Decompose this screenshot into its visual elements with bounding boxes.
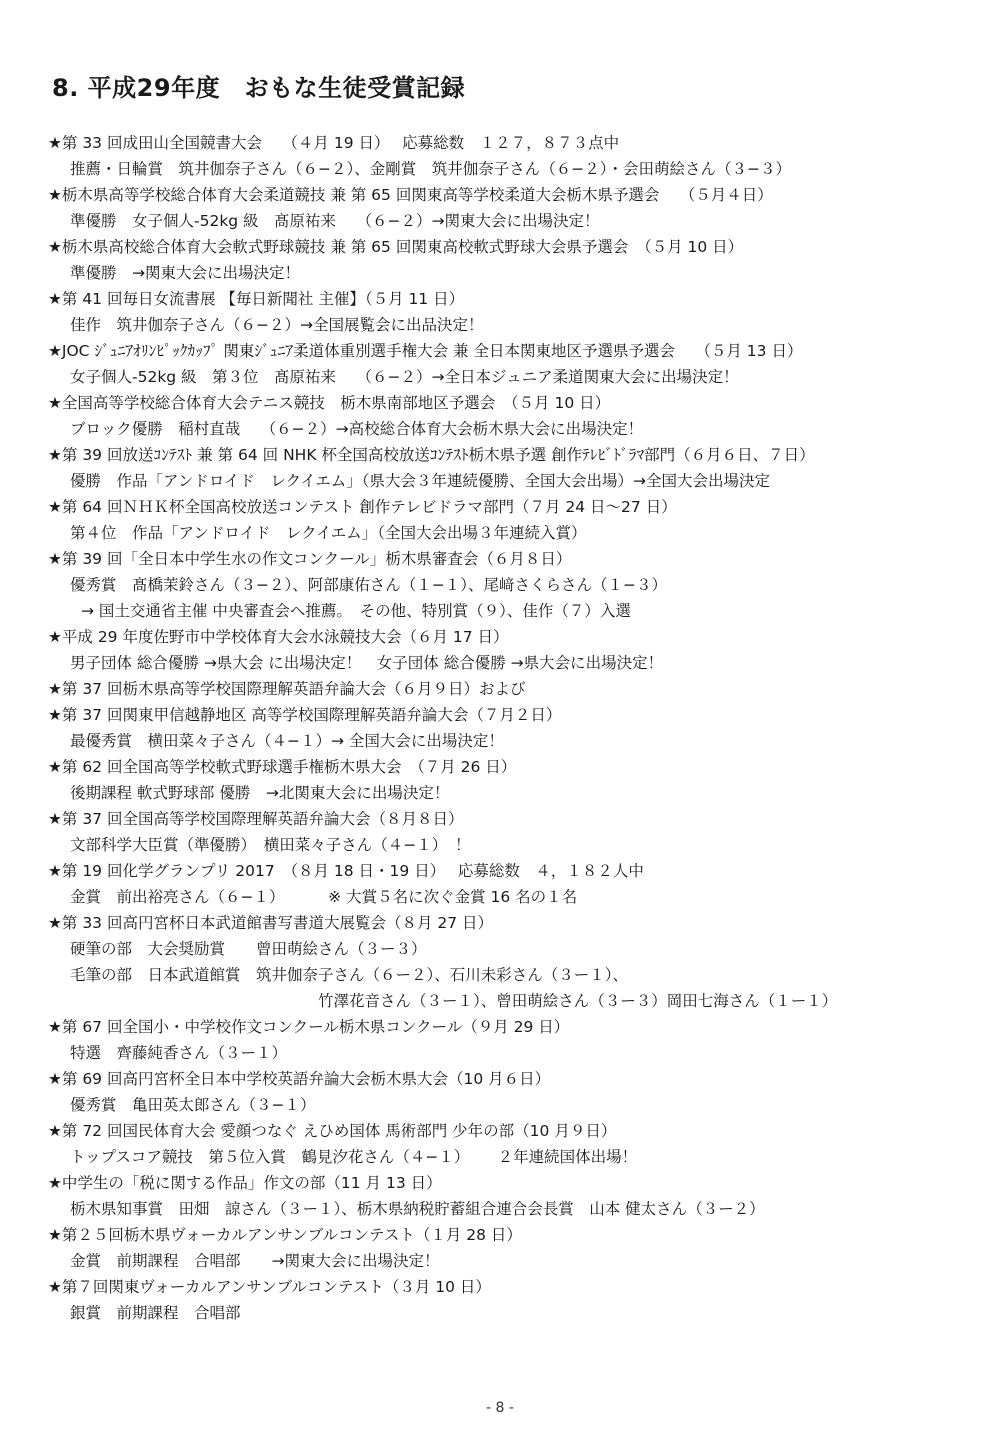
award-result-line: 第４位 作品「アンドロイド レクイエム」（全国大会出場３年連続入賞） — [70, 524, 587, 542]
award-result-line: 男子団体 総合優勝 →県大会 に出場決定！ 女子団体 総合優勝 →県大会に出場決定！ — [70, 654, 664, 672]
award-result-line: 銀賞 前期課程 合唱部 — [70, 1304, 241, 1322]
award-result-line: 金賞 前期課程 合唱部 →関東大会に出場決定！ — [70, 1252, 440, 1270]
award-event-heading: ★第 37 回栃木県高等学校国際理解英語弁論大会（６月９日）および — [48, 680, 526, 698]
award-event-heading: ★第２５回栃木県ヴォーカルアンサンブルコンテスト（１月 28 日） — [48, 1226, 522, 1244]
award-result-line: 竹澤花音さん（３ー１）、曾田萌絵さん（３ー３）岡田七海さん（１ー１） — [318, 992, 838, 1010]
award-event-heading: ★栃木県高校総合体育大会軟式野球競技 兼 第 65 回関東高校軟式野球大会県予選会 （５月 10 日） — [48, 238, 744, 256]
award-result-line: 文部科学大臣賞（準優勝） 横田菜々子さん（４−１） ！ — [70, 836, 471, 854]
award-result-line: ブロック優勝 稲村直哉 （６−２）→高校総合体育大会栃木県大会に出場決定！ — [70, 420, 644, 438]
award-result-line: 特選 齊藤純香さん（３ー１） — [70, 1044, 288, 1062]
award-event-heading: ★第 33 回高円宮杯日本武道館書写書道大展覧会（８月 27 日） — [48, 914, 494, 932]
award-result-line: 後期課程 軟式野球部 優勝 →北関東大会に出場決定！ — [70, 784, 450, 802]
award-event-heading: ★中学生の「税に関する作品」作文の部（11 月 13 日） — [48, 1174, 442, 1192]
award-result-line: 優秀賞 髙橋茉鈴さん（３−２）、阿部康佑さん（１−１）、尾﨑さくらさん（１−３） — [70, 576, 667, 594]
page-number: - 8 - — [486, 1400, 514, 1416]
award-event-heading: ★第 37 回関東甲信越静地区 高等学校国際理解英語弁論大会（７月２日） — [48, 706, 562, 724]
award-result-line: 優勝 作品「アンドロイド レクイエム」（県大会３年連続優勝、全国大会出場）→全国大会出場決定 — [70, 472, 770, 490]
award-event-heading: ★第 64 回ＮＨＫ杯全国高校放送コンテスト 創作テレビドラマ部門（７月 24 日〜27 日） — [48, 498, 677, 516]
award-event-heading: ★JOC ｼﾞｭﾆｱｵﾘﾝﾋﾟｯｸｶｯﾌﾟ 関東ｼﾞｭﾆｱ柔道体重別選手権大会 兼 全日本関東地区予選県予選会 （５月 13 日） — [48, 342, 803, 360]
award-result-line: 準優勝 →関東大会に出場決定！ — [70, 264, 300, 282]
award-result-line: 栃木県知事賞 田畑 諒さん（３ー１）、栃木県納税貯蓄組合連合会長賞 山本 健太さん（３ー２） — [70, 1200, 765, 1218]
award-result-line: 金賞 前出裕亮さん（６−１） ※ 大賞５名に次ぐ金賞 16 名の１名 — [70, 888, 578, 906]
award-result-line: 女子個人-52kg 級 第３位 髙原祐来 （６−２）→全日本ジュニア柔道関東大会に出場決定！ — [70, 368, 739, 386]
award-result-line: 佳作 筑井伽奈子さん（６−２）→全国展覧会に出品決定！ — [70, 316, 484, 334]
page-title: 8. 平成29年度 おもな生徒受賞記録 — [52, 74, 466, 102]
award-records-list — [48, 130, 948, 1326]
award-result-line: 硬筆の部 大会奨励賞 曾田萌絵さん（３ー３） — [70, 940, 427, 958]
award-event-heading: ★栃木県高等学校総合体育大会柔道競技 兼 第 65 回関東高等学校柔道大会栃木県予選会 （５月４日） — [48, 186, 773, 204]
award-result-line: 準優勝 女子個人-52kg 級 髙原祐来 （６−２）→関東大会に出場決定！ — [70, 212, 600, 230]
award-event-heading: ★第 37 回全国高等学校国際理解英語弁論大会（８月８日） — [48, 810, 464, 828]
award-result-line: → 国土交通省主催 中央審査会へ推薦。 その他、特別賞（９）、佳作（７）入選 — [81, 602, 631, 620]
award-event-heading: ★第 39 回放送ｺﾝﾃｽﾄ 兼 第 64 回 NHK 杯全国高校放送ｺﾝﾃｽﾄ栃木県予選 創作ﾃﾚﾋﾞﾄﾞﾗﾏ部門（６月６日、７日） — [48, 446, 815, 464]
award-result-line: 優秀賞 亀田英太郎さん（３−１） — [70, 1096, 316, 1114]
award-result-line: 毛筆の部 日本武道館賞 筑井伽奈子さん（６ー２）、石川未彩さん（３ー１）、 — [70, 966, 629, 984]
award-event-heading: ★平成 29 年度佐野市中学校体育大会水泳競技大会（６月 17 日） — [48, 628, 509, 646]
award-event-heading: ★第 67 回全国小・中学校作文コンクール栃木県コンクール（９月 29 日） — [48, 1018, 570, 1036]
award-event-heading: ★第 41 回毎日女流書展 【毎日新聞社 主催】（５月 11 日） — [48, 290, 465, 308]
award-event-heading: ★全国高等学校総合体育大会テニス競技 栃木県南部地区予選会 （５月 10 日） — [48, 394, 611, 412]
award-result-line: 最優秀賞 横田菜々子さん（４−１）→ 全国大会に出場決定！ — [70, 732, 504, 750]
award-result-line: トップスコア競技 第５位入賞 鶴見汐花さん（４−１） ２年連続国体出場！ — [70, 1148, 638, 1166]
award-result-line: 推薦・日輪賞 筑井伽奈子さん（６−２）、金剛賞 筑井伽奈子さん（６−２）・会田萌絵さん（３−３） — [70, 160, 791, 178]
award-event-heading: ★第 19 回化学グランプリ 2017 （８月 18 日・19 日） 応募総数 ４，１８２人中 — [48, 862, 644, 880]
award-event-heading: ★第 39 回「全日本中学生水の作文コンクール」栃木県審査会（６月８日） — [48, 550, 572, 568]
award-event-heading: ★第７回関東ヴォーカルアンサンブルコンテスト（３月 10 日） — [48, 1278, 491, 1296]
award-event-heading: ★第 62 回全国高等学校軟式野球選手権栃木県大会 （７月 26 日） — [48, 758, 517, 776]
award-event-heading: ★第 69 回高円宮杯全日本中学校英語弁論大会栃木県大会（10 月６日） — [48, 1070, 551, 1088]
award-event-heading: ★第 33 回成田山全国競書大会 （４月 19 日） 応募総数 １２７，８７３点中 — [48, 134, 620, 152]
award-event-heading: ★第 72 回国民体育大会 愛顔つなぐ えひめ国体 馬術部門 少年の部（10 月９日） — [48, 1122, 617, 1140]
